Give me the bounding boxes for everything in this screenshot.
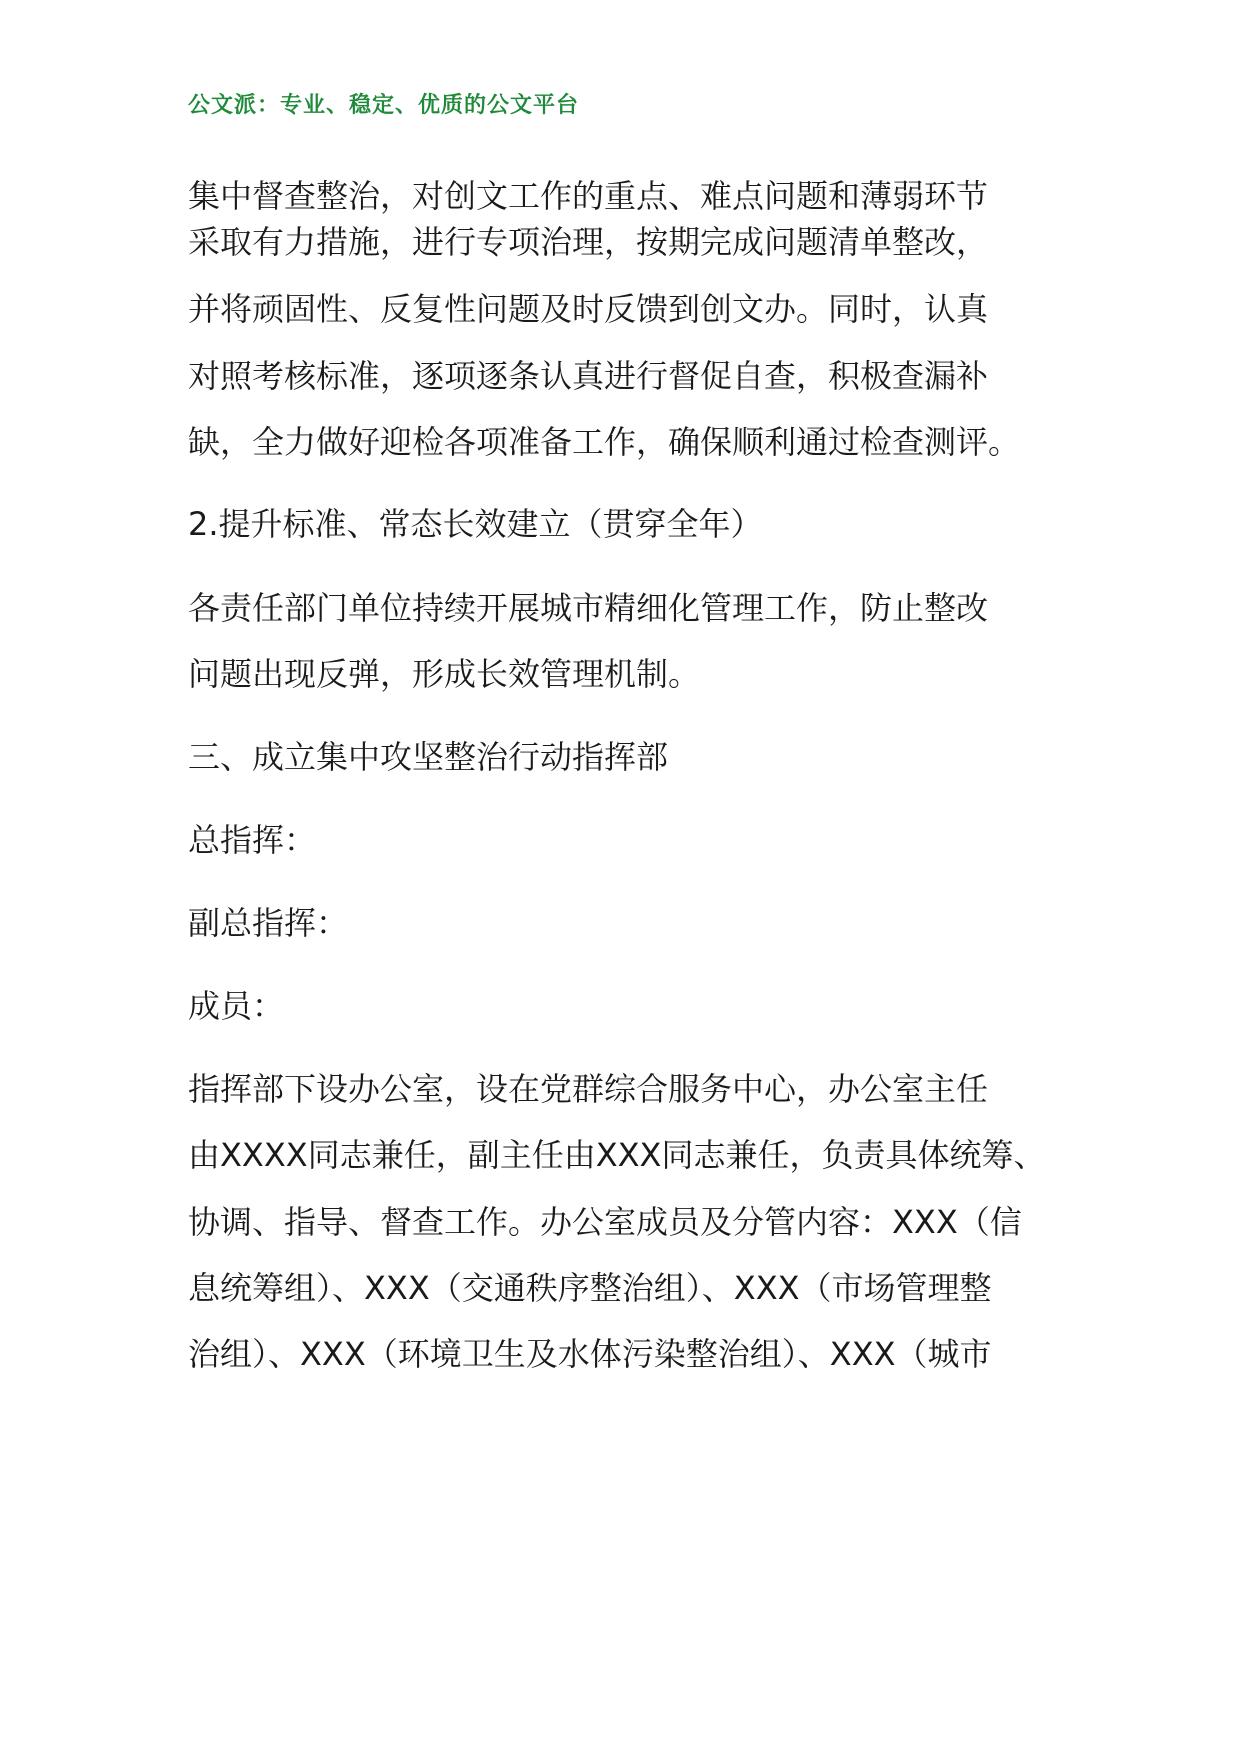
paragraph-line: 缺，全力做好迎检各项准备工作，确保顺利通过检查测评。 xyxy=(188,423,1021,461)
section-subheading: 2.提升标准、常态长效建立（贯穿全年） xyxy=(188,505,763,543)
field-deputy-commander: 副总指挥： xyxy=(188,904,349,942)
paragraph-line: 指挥部下设办公室，设在党群综合服务中心，办公室主任 xyxy=(188,1070,989,1108)
section-heading: 三、成立集中攻坚整治行动指挥部 xyxy=(188,738,669,776)
paragraph-line: 治组）、XXX（环境卫生及水体污染整治组）、XXX（城市 xyxy=(188,1335,992,1373)
paragraph-line: 对照考核标准，逐项逐条认真进行督促自查，积极查漏补 xyxy=(188,357,989,395)
page-header-banner: 公文派：专业、稳定、优质的公文平台 xyxy=(188,93,580,118)
field-members: 成员： xyxy=(188,987,285,1025)
paragraph-line: 采取有力措施，进行专项治理，按期完成问题清单整改， xyxy=(188,223,989,261)
field-commander: 总指挥： xyxy=(188,821,317,859)
paragraph-line: 协调、指导、督查工作。办公室成员及分管内容：XXX（信 xyxy=(188,1203,1022,1241)
paragraph-line: 问题出现反弹，形成长效管理机制。 xyxy=(188,655,701,693)
paragraph-line: 并将顽固性、反复性问题及时反馈到创文办。同时，认真 xyxy=(188,290,989,328)
paragraph-line: 由XXXX同志兼任，副主任由XXX同志兼任，负责具体统筹、 xyxy=(188,1136,1046,1174)
paragraph-line: 各责任部门单位持续开展城市精细化管理工作，防止整改 xyxy=(188,589,989,627)
paragraph-line: 集中督查整治，对创文工作的重点、难点问题和薄弱环节 xyxy=(188,177,989,215)
paragraph-line: 息统筹组）、XXX（交通秩序整治组）、XXX（市场管理整 xyxy=(188,1269,992,1307)
